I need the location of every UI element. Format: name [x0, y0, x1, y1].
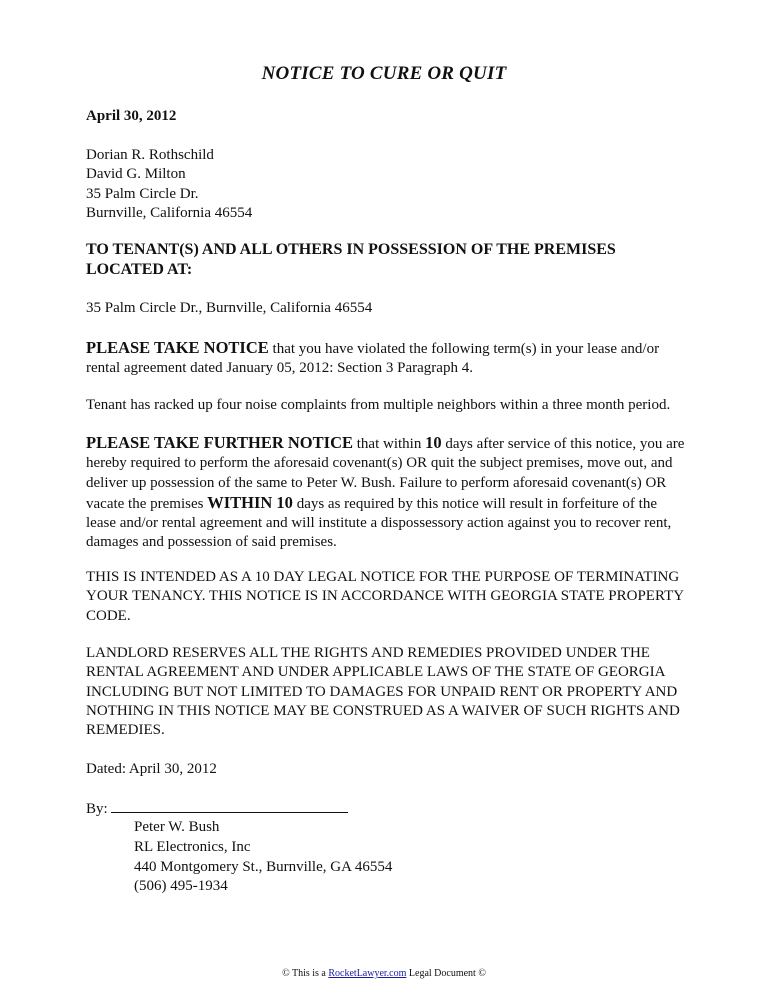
footer-suffix: Legal Document ©	[406, 968, 486, 979]
footer-link[interactable]: RocketLawyer.com	[328, 968, 407, 979]
footer-prefix: © This is a	[282, 968, 329, 979]
notice-date: April 30, 2012	[86, 108, 177, 124]
recipient-street: 35 Palm Circle Dr.	[86, 185, 199, 202]
further-text: days after service of this notice, you are hereby required to perform the aforesaid covenant(s) OR quit the subject premises, move out, and deliver up possession of the same to Peter W. Bush. Failure to perform aforesaid covenant(s) OR vacate the premises	[86, 436, 685, 512]
recipient-city: Burnville, California 46554	[86, 204, 253, 221]
further-text: days as required by this notice will result in forfeiture of the lease and/or rental agreement and will institute a dispossessory action against you to recover rent, damages and possession of said premises.	[86, 495, 672, 551]
signer-block	[134, 818, 392, 897]
signer-name: Peter W. Bush	[134, 819, 220, 835]
landlord-rights-paragraph: LANDLORD RESERVES ALL THE RIGHTS AND REMEDIES PROVIDED UNDER THE RENTAL AGREEMENT AND UNDER APPLICABLE LAWS OF THE STATE OF GEORGIA INCLUDING BUT NOT LIMITED TO DAMAGES FOR UNPAID RENT OR PROPERTY AND NOTHING IN THIS NOTICE MAY BE CONSTRUED AS A WAIVER OF SUCH RIGHTS AND REMEDIES.	[86, 645, 680, 739]
notice-paragraph	[86, 338, 686, 379]
recipient-name: Dorian R. Rothschild	[86, 147, 214, 163]
by-label: By:	[86, 801, 108, 817]
signature-row	[86, 798, 686, 819]
further-notice-lead: PLEASE TAKE FURTHER NOTICE	[86, 433, 353, 452]
signer-phone: (506) 495-1934	[134, 878, 228, 895]
further-notice-paragraph	[86, 433, 686, 553]
tenant-heading: TO TENANT(S) AND ALL OTHERS IN POSSESSION OF THE PREMISES LOCATED AT:	[86, 241, 616, 278]
recipient-name: David G. Milton	[86, 166, 186, 183]
within-days: WITHIN 10	[207, 492, 293, 512]
signer-address: 440 Montgomery St., Burnville, GA 46554	[134, 858, 393, 875]
days-count: 10	[425, 433, 442, 452]
signature-line	[111, 798, 348, 813]
notice-lead: PLEASE TAKE NOTICE	[86, 338, 269, 357]
recipient-address-block	[86, 146, 686, 223]
signer-company: RL Electronics, Inc	[134, 838, 251, 855]
violation-paragraph: Tenant has racked up four noise complaints from multiple neighbors within a three month period.	[86, 397, 671, 413]
dated-line: Dated: April 30, 2012	[86, 761, 217, 777]
document-title: NOTICE TO CURE OR QUIT	[261, 63, 507, 84]
notice-text: that you have violated the following term(s) in your lease and/or rental agreement dated January 05, 2012: Section 3 Paragraph 4.	[86, 341, 660, 377]
further-text: that within	[353, 436, 426, 452]
legal-notice-paragraph: THIS IS INTENDED AS A 10 DAY LEGAL NOTICE FOR THE PURPOSE OF TERMINATING YOUR TENANCY. THIS NOTICE IS IN ACCORDANCE WITH GEORGIA STATE PROPERTY CODE.	[86, 569, 684, 624]
footer	[0, 968, 768, 979]
premises-address: 35 Palm Circle Dr., Burnville, California 46554	[86, 300, 373, 316]
